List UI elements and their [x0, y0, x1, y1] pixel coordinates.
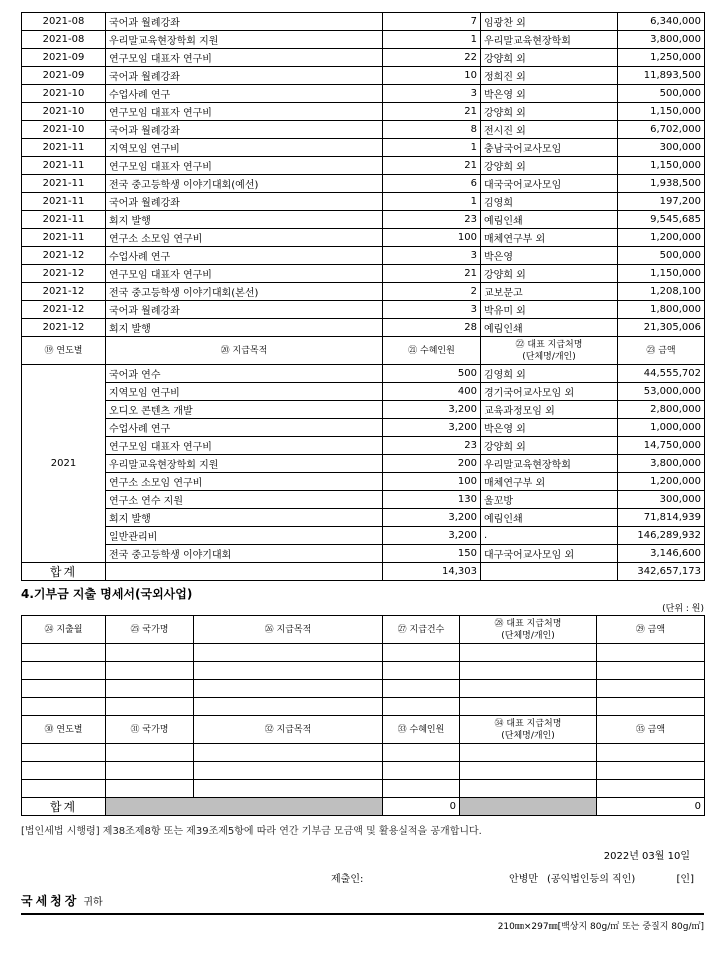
month-col-header: ㉔ 지출월: [22, 616, 106, 644]
date-cell: 2021-12: [22, 283, 106, 301]
monthly-expense-table: [21, 12, 705, 581]
date-cell: 2021-09: [22, 49, 106, 67]
purpose-cell: 전국 중고등학생 이야기대회(예선): [106, 175, 383, 193]
recipient-cell: 우리말교육현장학회: [481, 31, 618, 49]
count-cell: 22: [383, 49, 481, 67]
purpose-cell: 수업사례 연구: [106, 419, 383, 437]
year-col-header: ㉚ 연도별: [22, 716, 106, 744]
table-row: [22, 319, 705, 337]
date-cell: 2021-08: [22, 13, 106, 31]
addressee: [21, 892, 704, 909]
addressee-suffix: 귀하: [83, 897, 103, 908]
overseas-total-label: 합계: [22, 798, 106, 816]
count-cell: 28: [383, 319, 481, 337]
table-row: [22, 31, 705, 49]
purpose-cell: 연구모임 대표자 연구비: [106, 157, 383, 175]
date-cell: 2021-08: [22, 31, 106, 49]
table-row: [22, 437, 705, 455]
table-row: [22, 383, 705, 401]
count-cell: 100: [383, 473, 481, 491]
recipient-cell: 강양희 외: [481, 103, 618, 121]
table-row: [22, 67, 705, 85]
count-cell: 8: [383, 121, 481, 139]
year-col-header: ⑲ 연도별: [22, 337, 106, 365]
count-cell: 1: [383, 31, 481, 49]
beneficiaries-col-header: ㉝ 수혜인원: [383, 716, 460, 744]
overseas-expense-table: [21, 615, 705, 816]
total-recipient-empty: [481, 563, 618, 581]
table-row: [22, 365, 705, 383]
amount-cell: 6,340,000: [618, 13, 705, 31]
date-cell: 2021-11: [22, 175, 106, 193]
recipient-cell: 강양희 외: [481, 265, 618, 283]
purpose-cell: 연구모임 대표자 연구비: [106, 103, 383, 121]
count-cell: 21: [383, 157, 481, 175]
table-row: [22, 193, 705, 211]
count-cell: 21: [383, 265, 481, 283]
empty-row: [22, 680, 705, 698]
purpose-col-header: ㉖ 지급목적: [194, 616, 383, 644]
empty-row: [22, 644, 705, 662]
total-label: 합계: [22, 563, 106, 581]
count-cell: 6: [383, 175, 481, 193]
total-amount: 342,657,173: [618, 563, 705, 581]
empty-row: [22, 744, 705, 762]
count-cell: 400: [383, 383, 481, 401]
count-cell: 7: [383, 13, 481, 31]
date-cell: 2021-12: [22, 265, 106, 283]
amount-cell: 53,000,000: [618, 383, 705, 401]
amount-cell: 71,814,939: [618, 509, 705, 527]
count-cell: 3,200: [383, 527, 481, 545]
submitter-line: [21, 870, 704, 884]
recipient-col-header: ㉒ 대표 지급처명 (단체명/개인): [481, 337, 618, 365]
year-cell: 2021: [22, 365, 106, 563]
purpose-cell: 전국 중고등학생 이야기대회(본선): [106, 283, 383, 301]
purpose-cell: 수업사례 연구: [106, 85, 383, 103]
empty-row: [22, 698, 705, 716]
recipient-cell: .: [481, 527, 618, 545]
recipient-cell: 대국국어교사모임: [481, 175, 618, 193]
recipient-cell: 울꼬방: [481, 491, 618, 509]
purpose-cell: 우리말교육현장학회 지원: [106, 31, 383, 49]
recipient-cell: 교육과정모임 외: [481, 401, 618, 419]
count-cell: 3,200: [383, 419, 481, 437]
submitter-name: 안병만: [509, 874, 538, 885]
table-row: [22, 301, 705, 319]
empty-row: [22, 780, 705, 798]
purpose-cell: 전국 중고등학생 이야기대회: [106, 545, 383, 563]
recipient-cell: 박은영 외: [481, 419, 618, 437]
purpose-cell: 우리말교육현장학회 지원: [106, 455, 383, 473]
addressee-title: 국세청장: [21, 894, 80, 908]
amount-cell: 3,800,000: [618, 455, 705, 473]
count-cell: 3: [383, 85, 481, 103]
recipient-cell: 박은영 외: [481, 85, 618, 103]
purpose-cell: 일반관리비: [106, 527, 383, 545]
overseas-total-count: 0: [383, 798, 460, 816]
section4-title: 4.기부금 지출 명세서(국외사업): [21, 587, 193, 601]
table-row: [22, 491, 705, 509]
purpose-cell: 회지 발행: [106, 211, 383, 229]
empty-row: [22, 762, 705, 780]
table-row: [22, 229, 705, 247]
amount-cell: 500,000: [618, 85, 705, 103]
date-cell: 2021-12: [22, 301, 106, 319]
submitter-label: 제출인:: [331, 874, 364, 885]
purpose-cell: 회지 발행: [106, 509, 383, 527]
recipient-cell: 임광찬 외: [481, 13, 618, 31]
amount-cell: 3,800,000: [618, 31, 705, 49]
unit-label: (단위 : 원): [662, 604, 704, 614]
date-cell: 2021-10: [22, 85, 106, 103]
table-row: [22, 265, 705, 283]
purpose-cell: 연구모임 대표자 연구비: [106, 265, 383, 283]
table-row: [22, 85, 705, 103]
table-row: [22, 401, 705, 419]
year-header-row: [22, 337, 705, 365]
amount-cell: 44,555,702: [618, 365, 705, 383]
beneficiaries-col-header: ㉑ 수혜인원: [383, 337, 481, 365]
table-row: [22, 13, 705, 31]
count-cell: 3,200: [383, 401, 481, 419]
amount-cell: 1,938,500: [618, 175, 705, 193]
amount-col-header: ㉓ 금액: [618, 337, 705, 365]
date-cell: 2021-11: [22, 157, 106, 175]
table-row: [22, 455, 705, 473]
seal-mark: [인]: [676, 874, 694, 885]
table-row: [22, 419, 705, 437]
amount-cell: 1,800,000: [618, 301, 705, 319]
count-cell: 100: [383, 229, 481, 247]
recipient-cell: 예림인쇄: [481, 509, 618, 527]
count-cell: 1: [383, 139, 481, 157]
purpose-cell: 국어과 월례강좌: [106, 67, 383, 85]
recipient-cell: 전시진 외: [481, 121, 618, 139]
table-row: [22, 49, 705, 67]
purpose-cell: 연구소 소모임 연구비: [106, 229, 383, 247]
recipient-cell: 경기국어교사모임 외: [481, 383, 618, 401]
purpose-cell: 국어과 월례강좌: [106, 121, 383, 139]
amount-cell: 197,200: [618, 193, 705, 211]
amount-cell: 300,000: [618, 491, 705, 509]
recipient-cell: 김영희 외: [481, 365, 618, 383]
recipient-cell: 우리말교육현장학회: [481, 455, 618, 473]
count-cell: 21: [383, 103, 481, 121]
amount-cell: 500,000: [618, 247, 705, 265]
amount-cell: 2,800,000: [618, 401, 705, 419]
purpose-cell: 국어과 월례강좌: [106, 193, 383, 211]
count-cell: 3,200: [383, 509, 481, 527]
recipient-cell: 매체연구부 외: [481, 473, 618, 491]
amount-cell: 3,146,600: [618, 545, 705, 563]
recipient-col-header: ㉘ 대표 지급처명 (단체명/개인): [460, 616, 597, 644]
purpose-cell: 국어과 월례강좌: [106, 301, 383, 319]
amount-cell: 6,702,000: [618, 121, 705, 139]
amount-cell: 9,545,685: [618, 211, 705, 229]
recipient-cell: 대구국어교사모임 외: [481, 545, 618, 563]
document: [21, 12, 704, 932]
recipient-col-header: ㉞ 대표 지급처명 (단체명/개인): [460, 716, 597, 744]
count-cell: 130: [383, 491, 481, 509]
count-cell: 23: [383, 211, 481, 229]
recipient-cell: 강양희 외: [481, 49, 618, 67]
purpose-cell: 지역모임 연구비: [106, 139, 383, 157]
amount-col-header: ㉟ 금액: [597, 716, 705, 744]
table-row: [22, 545, 705, 563]
total-row: [22, 563, 705, 581]
table-row: [22, 247, 705, 265]
table-row: [22, 175, 705, 193]
amount-cell: 1,208,100: [618, 283, 705, 301]
amount-cell: 21,305,006: [618, 319, 705, 337]
date-cell: 2021-11: [22, 229, 106, 247]
country-col-header: ㉛ 국가명: [106, 716, 194, 744]
amount-cell: 14,750,000: [618, 437, 705, 455]
table-row: [22, 509, 705, 527]
amount-col-header: ㉙ 금액: [597, 616, 705, 644]
table-row: [22, 139, 705, 157]
date-cell: 2021-10: [22, 121, 106, 139]
count-col-header: ㉗ 지급건수: [383, 616, 460, 644]
amount-cell: 300,000: [618, 139, 705, 157]
recipient-cell: 김영희: [481, 193, 618, 211]
date-cell: 2021-09: [22, 67, 106, 85]
date-cell: 2021-10: [22, 103, 106, 121]
count-cell: 200: [383, 455, 481, 473]
count-cell: 150: [383, 545, 481, 563]
count-cell: 3: [383, 247, 481, 265]
overseas-total-amount: 0: [597, 798, 705, 816]
date-cell: 2021-11: [22, 139, 106, 157]
total-purpose-empty: [106, 563, 383, 581]
overseas-year-header-row: [22, 716, 705, 744]
purpose-cell: 지역모임 연구비: [106, 383, 383, 401]
purpose-cell: 국어과 연수: [106, 365, 383, 383]
recipient-cell: 강양희 외: [481, 157, 618, 175]
amount-cell: 1,000,000: [618, 419, 705, 437]
purpose-cell: 연구소 연수 지원: [106, 491, 383, 509]
grey-cell: [106, 798, 383, 816]
table-row: [22, 473, 705, 491]
submitter-role: (공익법인등의 직인): [547, 874, 636, 885]
paper-spec: 210㎜×297㎜[백상지 80g/㎡ 또는 중질지 80g/㎡]: [21, 913, 704, 932]
purpose-col-header: ㉜ 지급목적: [194, 716, 383, 744]
recipient-cell: 교보문고: [481, 283, 618, 301]
date-cell: 2021-12: [22, 319, 106, 337]
purpose-cell: 국어과 월례강좌: [106, 13, 383, 31]
recipient-cell: 예림인쇄: [481, 319, 618, 337]
total-count: 14,303: [383, 563, 481, 581]
date-cell: 2021-11: [22, 211, 106, 229]
amount-cell: 146,289,932: [618, 527, 705, 545]
recipient-cell: 박은영: [481, 247, 618, 265]
table-row: [22, 103, 705, 121]
count-cell: 500: [383, 365, 481, 383]
empty-row: [22, 662, 705, 680]
amount-cell: 1,250,000: [618, 49, 705, 67]
purpose-cell: 회지 발행: [106, 319, 383, 337]
purpose-col-header: ⑳ 지급목적: [106, 337, 383, 365]
date-cell: 2021-11: [22, 193, 106, 211]
count-cell: 3: [383, 301, 481, 319]
country-col-header: ㉕ 국가명: [106, 616, 194, 644]
count-cell: 10: [383, 67, 481, 85]
purpose-cell: 오디오 콘텐츠 개발: [106, 401, 383, 419]
table-row: [22, 283, 705, 301]
count-cell: 1: [383, 193, 481, 211]
amount-cell: 1,150,000: [618, 157, 705, 175]
purpose-cell: 연구소 소모임 연구비: [106, 473, 383, 491]
purpose-cell: 수업사례 연구: [106, 247, 383, 265]
count-cell: 2: [383, 283, 481, 301]
table-row: [22, 157, 705, 175]
recipient-cell: 매체연구부 외: [481, 229, 618, 247]
table-row: [22, 121, 705, 139]
table-row: [22, 527, 705, 545]
submission-date: 2022년 03월 10일: [603, 851, 690, 862]
amount-cell: 1,200,000: [618, 473, 705, 491]
amount-cell: 1,150,000: [618, 265, 705, 283]
overseas-header-row: [22, 616, 705, 644]
legal-notice: [법인세법 시행령] 제38조제8항 또는 제39조제5항에 따라 연간 기부금 모금액 및 활용실적을 공개합니다.: [21, 826, 482, 837]
recipient-cell: 충남국어교사모임: [481, 139, 618, 157]
date-cell: 2021-12: [22, 247, 106, 265]
count-cell: 23: [383, 437, 481, 455]
amount-cell: 11,893,500: [618, 67, 705, 85]
amount-cell: 1,200,000: [618, 229, 705, 247]
purpose-cell: 연구모임 대표자 연구비: [106, 437, 383, 455]
amount-cell: 1,150,000: [618, 103, 705, 121]
overseas-total-row: [22, 798, 705, 816]
grey-cell: [460, 798, 597, 816]
table-row: [22, 211, 705, 229]
recipient-cell: 박유미 외: [481, 301, 618, 319]
recipient-cell: 강양희 외: [481, 437, 618, 455]
purpose-cell: 연구모임 대표자 연구비: [106, 49, 383, 67]
recipient-cell: 예림인쇄: [481, 211, 618, 229]
recipient-cell: 정희진 외: [481, 67, 618, 85]
